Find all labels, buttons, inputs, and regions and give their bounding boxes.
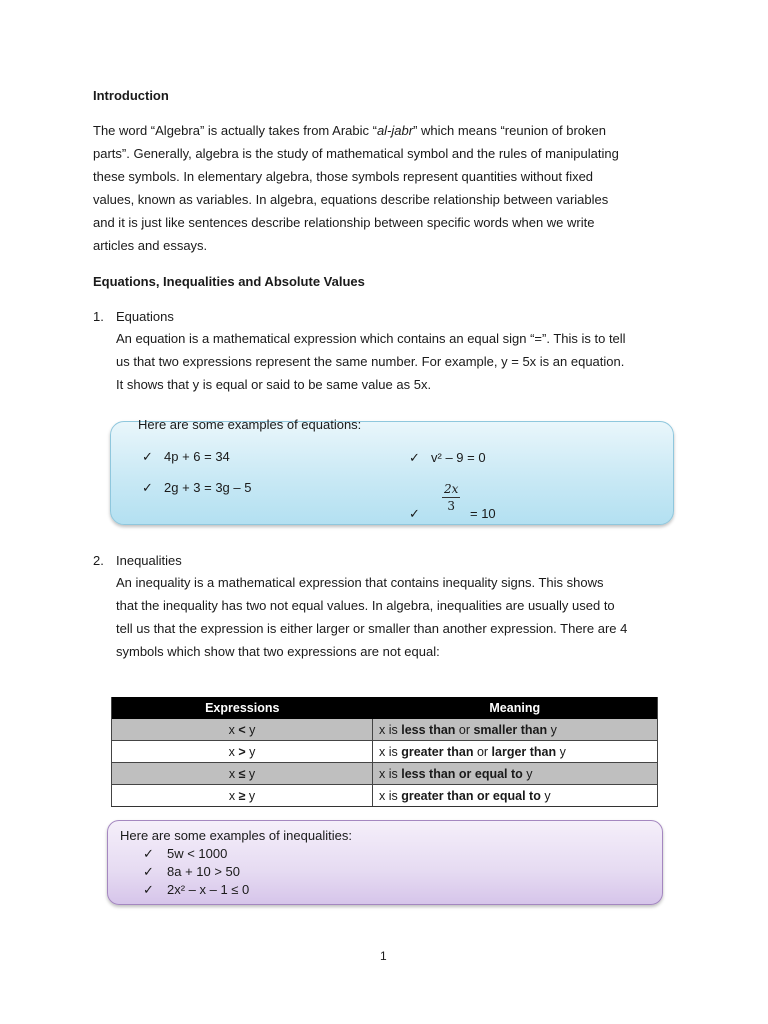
check-icon: ✓ [409,506,420,521]
equations-line: us that two expressions represent the same number. For example, y = 5x is an equation. [116,354,625,369]
equations-title: Equations [116,309,174,324]
equations-line: An equation is a mathematical expression which contains an equal sign “=”. This is to tell [116,331,626,346]
equations-line: It shows that y is equal or said to be same value as 5x. [116,377,432,392]
header-meaning: Meaning [373,697,658,719]
intro-line: The word “Algebra” is actually takes from Arabic “al-jabr” which means “reunion of broken [93,123,606,138]
equation-examples-label: Here are some examples of equations: [138,417,362,432]
inequalities-line: symbols which show that two expressions are not equal: [116,644,440,659]
intro-line: values, known as variables. In algebra, equations describe relationship between variables [93,192,609,207]
fraction [442,482,460,513]
inequality-examples-box [107,820,663,905]
equations-number: 1. [93,309,104,324]
inequalities-paragraph [116,571,627,663]
check-icon: ✓ [143,864,154,879]
expression-cell: x ≥ y [112,785,373,807]
meaning-cell: x is less than or equal to y [373,763,658,785]
inequality-examples-label: Here are some examples of inequalities: [120,828,352,843]
intro-line: parts”. Generally, algebra is the study of mathematical symbol and the rules of manipulating [93,146,619,161]
equation-example [409,506,431,522]
check-icon: ✓ [143,846,154,861]
inequalities-line: tell us that the expression is either larger or smaller than another expression. There are 4 [116,621,628,636]
table-header-row [112,697,658,719]
check-icon: ✓ [142,480,153,495]
expression-cell: x < y [112,719,373,741]
check-icon: ✓ [142,449,153,464]
equation-example: ✓ 2g + 3 = 3g – 5 [142,480,252,495]
meaning-cell: x is greater than or larger than y [373,741,658,763]
fraction-numerator: 2x [444,482,459,496]
equation-example: ✓ v² – 9 = 0 [409,450,486,465]
section-heading: Equations, Inequalities and Absolute Values [93,274,365,289]
check-icon: ✓ [143,882,154,897]
intro-heading: Introduction [93,88,169,103]
intro-line: and it is just like sentences describe relationship between specific words when we write [93,215,595,230]
page-number: 1 [380,949,387,963]
intro-line: these symbols. In elementary algebra, those symbols represent quantities without fixed [93,169,594,184]
inequality-example: ✓ 2x² – x – 1 ≤ 0 [143,882,250,897]
table-row [112,719,658,741]
inequalities-number: 2. [93,553,104,568]
inequality-example: ✓ 5w < 1000 [143,846,228,861]
expression-cell: x > y [112,741,373,763]
intro-paragraph [93,119,619,257]
meaning-cell: x is less than or smaller than y [373,719,658,741]
table-row [112,763,658,785]
fraction-rhs: = 10 [470,506,496,521]
equations-paragraph [116,327,626,396]
table-row [112,741,658,763]
inequalities-title: Inequalities [116,553,182,568]
inequality-example: ✓ 8a + 10 > 50 [143,864,241,879]
equation-examples-box [110,417,674,525]
intro-line: articles and essays. [93,238,208,253]
expression-cell: x ≤ y [112,763,373,785]
check-icon: ✓ [409,450,420,465]
inequalities-line: that the inequality has two not equal values. In algebra, inequalities are usually used to [116,598,615,613]
inequality-symbols-table [111,697,658,807]
inequalities-line: An inequality is a mathematical expression that contains inequality signs. This shows [116,575,604,590]
table-row [112,785,658,807]
fraction-denominator: 3 [447,499,456,513]
meaning-cell: x is greater than or equal to y [373,785,658,807]
equation-example: ✓ 4p + 6 = 34 [142,449,230,464]
header-expressions: Expressions [112,697,373,719]
